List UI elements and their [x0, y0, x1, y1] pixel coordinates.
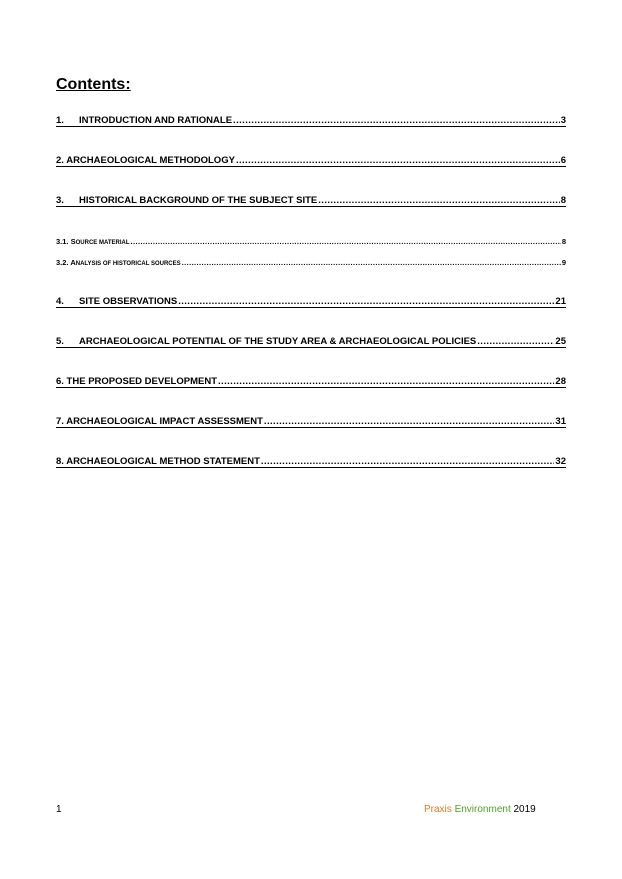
toc-leader	[477, 336, 554, 347]
toc-page: 32	[555, 456, 566, 467]
toc-entry-historical-background[interactable]	[56, 195, 566, 207]
toc-title: HISTORICAL BACKGROUND OF THE SUBJECT SITE	[79, 195, 318, 206]
toc-page: 3	[560, 115, 566, 126]
toc-title: INTRODUCTION AND RATIONALE	[79, 115, 233, 126]
toc-leader	[236, 155, 560, 166]
toc-page: 21	[555, 296, 566, 307]
toc-title: 6. THE PROPOSED DEVELOPMENT	[56, 376, 217, 387]
toc-number: 4.	[56, 296, 64, 307]
toc-title: 8. ARCHAEOLOGICAL METHOD STATEMENT	[56, 456, 260, 467]
toc-page: 28	[555, 376, 566, 387]
toc-title: ARCHAEOLOGICAL POTENTIAL OF THE STUDY AREA & ARCHAEOLOGICAL POLICIES	[79, 336, 477, 347]
toc-page: 31	[555, 416, 566, 427]
contents-heading: Contents:	[56, 76, 131, 93]
toc-title: 2. ARCHAEOLOGICAL METHODOLOGY	[56, 155, 235, 166]
toc-page: 25	[555, 336, 566, 347]
toc-page: 8	[561, 237, 566, 246]
toc-entry-impact-assessment[interactable]	[56, 416, 566, 428]
toc-leader	[218, 376, 554, 387]
toc-title-prefix: 3.1. S	[56, 237, 76, 246]
brand-environment: Environment	[454, 804, 511, 815]
toc-entry-methodology[interactable]	[56, 155, 566, 167]
toc-title-small: OURCE MATERIAL	[75, 240, 130, 246]
toc-entry-source-material[interactable]	[56, 236, 566, 249]
toc-leader	[264, 416, 555, 427]
toc-leader	[178, 296, 554, 307]
toc-title-small: NALYSIS OF HISTORICAL SOURCES	[75, 261, 181, 267]
toc-entry-archaeological-potential[interactable]	[56, 336, 566, 348]
toc-entry-proposed-development[interactable]	[56, 376, 566, 388]
toc-number: 3.	[56, 195, 64, 206]
toc-title-prefix: 3.2. A	[56, 258, 76, 267]
toc-entry-site-observations[interactable]	[56, 296, 566, 308]
toc-leader	[261, 456, 555, 467]
toc-page: 9	[561, 258, 566, 267]
footer-page-number: 1	[56, 804, 62, 815]
toc-page: 8	[560, 195, 566, 206]
toc-entry-method-statement[interactable]	[56, 456, 566, 468]
toc-number: 1.	[56, 115, 64, 126]
toc-leader	[233, 115, 560, 126]
brand-praxis: Praxis	[424, 804, 452, 815]
toc-entry-analysis-sources[interactable]	[56, 257, 566, 270]
footer-brand	[424, 804, 536, 815]
toc-leader	[182, 257, 561, 268]
footer-year: 2019	[513, 804, 536, 815]
toc-leader	[318, 195, 559, 206]
toc-title: SITE OBSERVATIONS	[79, 296, 178, 307]
toc-leader	[131, 236, 561, 247]
toc-number: 5.	[56, 336, 64, 347]
toc-entry-introduction[interactable]	[56, 115, 566, 127]
toc-page: 6	[560, 155, 566, 166]
toc-title: 7. ARCHAEOLOGICAL IMPACT ASSESSMENT	[56, 416, 263, 427]
